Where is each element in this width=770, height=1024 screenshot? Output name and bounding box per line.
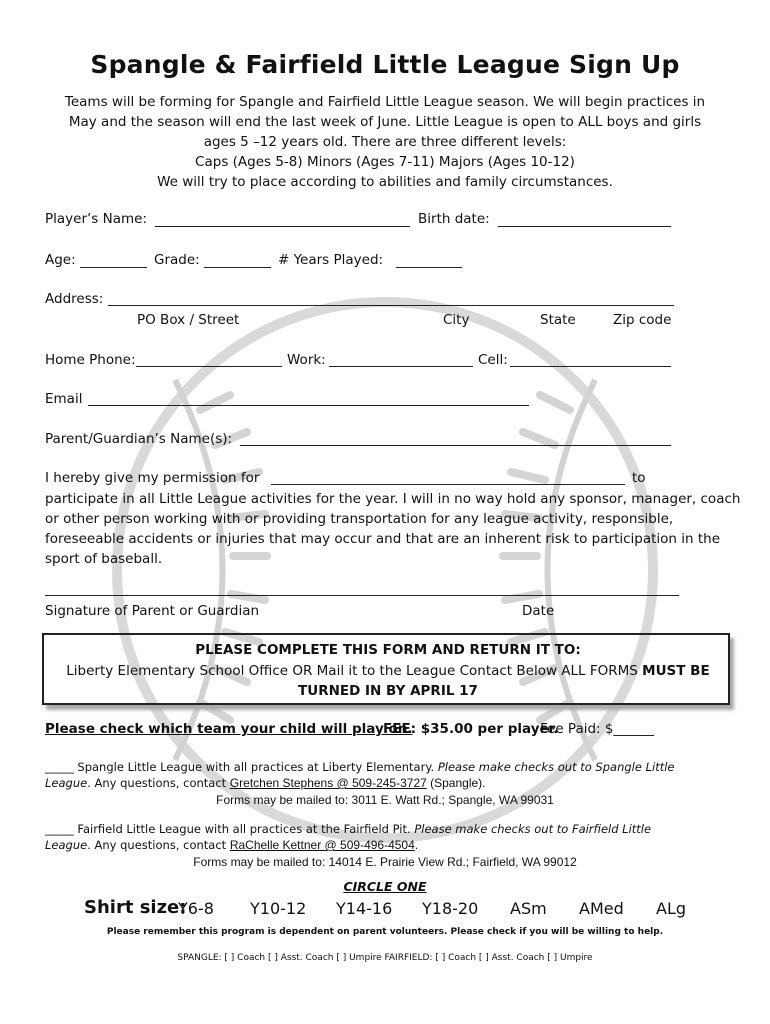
cell-phone-label: Cell:: [478, 352, 508, 368]
notice-deadline: TURNED IN BY APRIL 17: [298, 683, 478, 699]
form-title: Spangle & Fairfield Little League Sign Up: [90, 50, 680, 79]
shirt-size-option[interactable]: ASm: [510, 899, 547, 918]
fairfield-contact-link[interactable]: RaChelle Kettner @ 509-496-4504: [229, 838, 415, 852]
shirt-size-label: Shirt size:: [84, 897, 187, 918]
address-state-label: State: [540, 312, 576, 328]
signature-field[interactable]: [45, 595, 679, 596]
permission-lead: I hereby give my permission for: [45, 470, 260, 486]
players-name-field[interactable]: [155, 226, 410, 227]
address-po-label: PO Box / Street: [137, 312, 240, 328]
permission-to: to: [632, 470, 646, 486]
notice-line-2-text: Liberty Elementary School Office OR Mail it to the League Contact Below ALL FORMS: [66, 663, 643, 679]
spangle-checkbox[interactable]: _____: [45, 760, 74, 774]
spangle-contact-post: (Spangle).: [426, 776, 486, 790]
email-label: Email: [45, 391, 83, 407]
players-name-label: Player’s Name:: [45, 211, 148, 227]
volunteer-note: Please remember this program is dependent on parent volunteers. Please check if you will be willing to help.: [106, 927, 664, 937]
guardian-field[interactable]: [240, 445, 671, 446]
guardian-label: Parent/Guardian’s Name(s):: [45, 431, 233, 447]
spangle-league-word: League: [45, 776, 88, 790]
age-field[interactable]: [80, 267, 147, 268]
signature-label: Signature of Parent or Guardian: [45, 603, 260, 619]
intro-line: ages 5 –12 years old. There are three different levels:: [203, 134, 567, 150]
home-phone-label: Home Phone:: [45, 352, 136, 368]
shirt-size-option[interactable]: Y14-16: [336, 899, 393, 918]
fairfield-league-word: League: [45, 838, 88, 852]
shirt-size-option[interactable]: Y6-8: [178, 899, 214, 918]
shirt-size-option[interactable]: Y10-12: [250, 899, 307, 918]
spangle-contact: [45, 776, 486, 790]
intro-line: May and the season will end the last week of June. Little League is open to ALL boys and girls: [68, 114, 702, 130]
team-check-label: Please check which team your child will play on.: [45, 721, 413, 737]
grade-label: Grade:: [154, 252, 200, 268]
permission-body: participate in all Little League activities for the year. I will in no way hold any sponsor, manager, coach or other person working with or providing transportation for any league activity, responsible, foreseeable accidents or injuries that may occur and that are an inherent risk to participation in the sport of baseball.: [45, 491, 741, 567]
intro-text: [40, 92, 730, 192]
fee-paid-field[interactable]: Fee Paid: $______: [540, 721, 654, 737]
fairfield-mail-address: Forms may be mailed to: 14014 E. Prairie View Rd.; Fairfield, WA 99012: [193, 855, 577, 869]
fairfield-checks-note: Please make checks out to Fairfield Little: [414, 822, 652, 836]
birth-date-label: Birth date:: [418, 211, 490, 227]
intro-line: Teams will be forming for Spangle and Fairfield Little League season. We will begin practices in: [64, 94, 706, 110]
age-label: Age:: [45, 252, 76, 268]
child-name-field[interactable]: [271, 484, 625, 485]
notice-line-2-bold: MUST BE: [642, 663, 710, 679]
notice-heading: PLEASE COMPLETE THIS FORM AND RETURN IT TO:: [195, 642, 581, 658]
intro-line: We will try to place according to abilities and family circumstances.: [157, 174, 613, 190]
spangle-mail-address: Forms may be mailed to: 3011 E. Watt Rd.; Spangle, WA 99031: [216, 793, 554, 807]
fee-text: FEE: $35.00 per player.: [383, 721, 559, 737]
date-label: Date: [522, 603, 555, 619]
intro-line: Caps (Ages 5-8) Minors (Ages 7-11) Majors (Ages 10-12): [195, 154, 575, 170]
notice-line-2: [44, 663, 732, 679]
fairfield-contact-post: .: [414, 838, 419, 852]
grade-field[interactable]: [204, 267, 271, 268]
cell-phone-field[interactable]: [510, 366, 671, 367]
shirt-size-option[interactable]: AMed: [579, 899, 624, 918]
fairfield-contact-pre: . Any questions, contact: [87, 838, 230, 852]
home-phone-field[interactable]: [136, 366, 282, 367]
volunteer-options[interactable]: SPANGLE: [ ] Coach [ ] Asst. Coach [ ] Umpire FAIRFIELD: [ ] Coach [ ] Asst. Coach [ ] Umpire: [177, 953, 593, 963]
address-field[interactable]: [108, 305, 674, 306]
spangle-contact-pre: . Any questions, contact: [87, 776, 230, 790]
fairfield-contact: [45, 838, 418, 852]
fairfield-text: Fairfield Little League with all practices at the Fairfield Pit.: [73, 822, 415, 836]
spangle-checks-note: Please make checks out to Spangle Little: [437, 760, 675, 774]
address-zip-label: Zip code: [613, 312, 672, 328]
shirt-size-option[interactable]: Y18-20: [422, 899, 479, 918]
birth-date-field[interactable]: [498, 226, 671, 227]
circle-one-label: CIRCLE ONE: [343, 879, 427, 894]
return-notice-box: [42, 633, 730, 705]
email-field[interactable]: [88, 405, 529, 406]
address-city-label: City: [443, 312, 470, 328]
spangle-option: [45, 760, 674, 774]
fairfield-checkbox[interactable]: _____: [45, 822, 74, 836]
years-played-label: # Years Played:: [278, 252, 384, 268]
shirt-size-option[interactable]: ALg: [656, 899, 687, 918]
spangle-text: Spangle Little League with all practices at Liberty Elementary.: [73, 760, 438, 774]
years-played-field[interactable]: [396, 267, 462, 268]
address-label: Address:: [45, 291, 104, 307]
spangle-contact-link[interactable]: Gretchen Stephens @ 509-245-3727: [229, 776, 427, 790]
fairfield-option: [45, 822, 651, 836]
work-phone-field[interactable]: [329, 366, 473, 367]
work-phone-label: Work:: [287, 352, 326, 368]
